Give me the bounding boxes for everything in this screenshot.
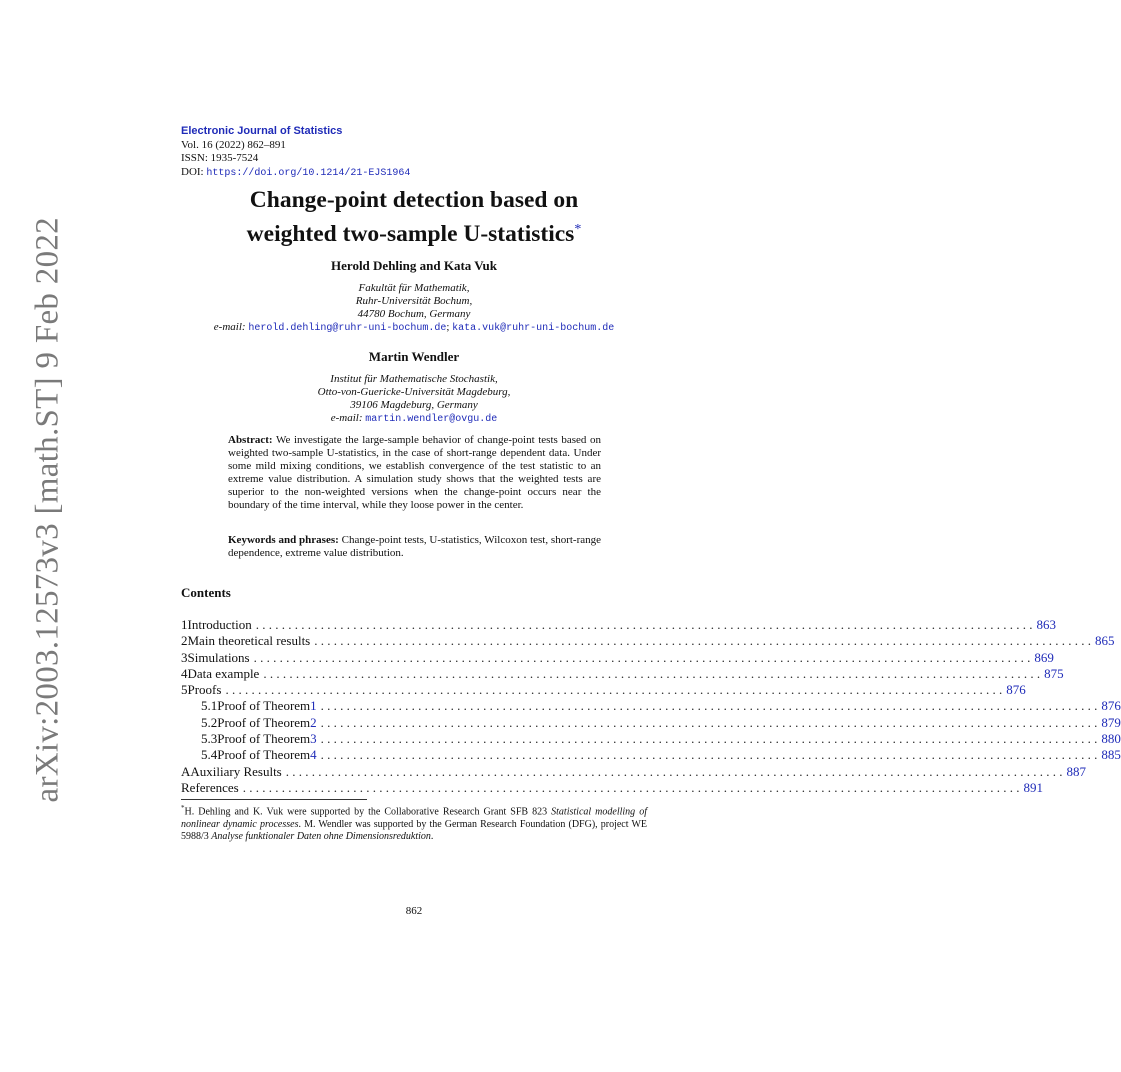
toc-entry-title: Data example xyxy=(187,665,260,681)
toc-entry-title: Simulations xyxy=(187,649,250,665)
toc-entry[interactable] xyxy=(181,633,1115,649)
toc-entry-number: 5 xyxy=(181,682,188,698)
toc-entry[interactable] xyxy=(181,698,1121,714)
toc-entry-title: Introduction xyxy=(187,617,252,632)
keywords-text: Change-point tests, U-statistics, Wilcoxon test, short-range dependence, extreme value distribution. xyxy=(228,534,602,559)
author-names-group-1: Herold Dehling and Kata Vuk xyxy=(331,258,497,273)
affiliation-line: Institut für Mathematische Stochastik, xyxy=(330,373,498,385)
toc-entry-title: Proof of Theorem xyxy=(217,731,311,747)
toc-dot-leader: . . . . . . . . . . . . . . . . . . . . . . . . . . . . . . . . . . . . . . . . . . . . . . . . . . . . . . . . . . . . . . . . . . . . . . . . . . . . . . . . . . . . . . . . . . . . . . . . . . . . . . . . . . . . . . . . . . . . . . . . xyxy=(320,698,1098,714)
paper-title xyxy=(181,186,647,249)
toc-dot-leader: . . . . . . . . . . . . . . . . . . . . . . . . . . . . . . . . . . . . . . . . . . . . . . . . . . . . . . . . . . . . . . . . . . . . . . . . . . . . . . . . . . . . . . . . . . . . . . . . . . . . . . . . . . . . . . . . . . . . . . . . xyxy=(263,665,1041,681)
footnote-project-title: Analyse funktionaler Daten ohne Dimensionsreduktion xyxy=(211,830,431,842)
affiliation-group-1 xyxy=(181,282,647,335)
toc-dot-leader: . . . . . . . . . . . . . . . . . . . . . . . . . . . . . . . . . . . . . . . . . . . . . . . . . . . . . . . . . . . . . . . . . . . . . . . . . . . . . . . . . . . . . . . . . . . . . . . . . . . . . . . . . . . . . . . . . . . . . . . . xyxy=(253,649,1031,665)
title-line-2: weighted two-sample U-statistics xyxy=(246,221,575,247)
toc-page-link[interactable]: 879 xyxy=(1101,714,1121,730)
toc-entry[interactable] xyxy=(181,731,1121,747)
toc-entry[interactable] xyxy=(181,779,1043,796)
toc-page-link[interactable]: 875 xyxy=(1044,665,1064,681)
toc-entry[interactable] xyxy=(181,682,1026,698)
toc-entry[interactable] xyxy=(181,665,1064,682)
footnote xyxy=(181,802,647,843)
toc-entry-number: A xyxy=(181,763,191,779)
toc-dot-leader: . . . . . . . . . . . . . . . . . . . . . . . . . . . . . . . . . . . . . . . . . . . . . . . . . . . . . . . . . . . . . . . . . . . . . . . . . . . . . . . . . . . . . . . . . . . . . . . . . . . . . . . . . . . . . . . . . . . . . . . . xyxy=(255,617,1033,632)
journal-issn: ISSN: 1935-7524 xyxy=(181,152,259,164)
toc-page-link[interactable]: 863 xyxy=(1036,617,1057,632)
toc-entry-number: 2 xyxy=(181,633,188,649)
journal-name-link[interactable]: Electronic Journal of Statistics xyxy=(181,125,343,137)
arxiv-identifier-stamp: arXiv:2003.12573v3 [math.ST] 9 Feb 2022 xyxy=(29,217,66,803)
toc-entry-number: 5.1 xyxy=(201,698,218,714)
toc-dot-leader: . . . . . . . . . . . . . . . . . . . . . . . . . . . . . . . . . . . . . . . . . . . . . . . . . . . . . . . . . . . . . . . . . . . . . . . . . . . . . . . . . . . . . . . . . . . . . . . . . . . . . . . . . . . . . . . . . . . . . . . . xyxy=(320,714,1098,730)
toc-entry[interactable] xyxy=(181,617,1057,633)
affiliation-line: 39106 Magdeburg, Germany xyxy=(350,399,478,411)
toc-entry-title: Proofs xyxy=(187,682,222,698)
toc-dot-leader: . . . . . . . . . . . . . . . . . . . . . . . . . . . . . . . . . . . . . . . . . . . . . . . . . . . . . . . . . . . . . . . . . . . . . . . . . . . . . . . . . . . . . . . . . . . . . . . . . . . . . . . . . . . . . . . . . . . . . . . . xyxy=(285,763,1063,779)
toc-entry[interactable] xyxy=(181,714,1121,731)
toc-entry-number: 5.2 xyxy=(201,714,218,730)
footnote-text: . xyxy=(430,830,434,842)
toc-entry[interactable] xyxy=(181,649,1054,666)
toc-dot-leader: . . . . . . . . . . . . . . . . . . . . . . . . . . . . . . . . . . . . . . . . . . . . . . . . . . . . . . . . . . . . . . . . . . . . . . . . . . . . . . . . . . . . . . . . . . . . . . . . . . . . . . . . . . . . . . . . . . . . . . . . xyxy=(320,731,1098,747)
toc-entry-title: Proof of Theorem xyxy=(217,698,311,714)
abstract xyxy=(228,434,601,511)
toc-entry-number: 5.4 xyxy=(201,747,218,763)
affiliation-line: Fakultät für Mathematik, xyxy=(358,282,470,294)
toc-entry-title: Auxiliary Results xyxy=(190,763,282,779)
footnote-grant-title: Statistical modelling of nonlinear dynamic processes xyxy=(181,806,647,830)
footnote-divider xyxy=(181,799,367,800)
toc-dot-leader: . . . . . . . . . . . . . . . . . . . . . . . . . . . . . . . . . . . . . . . . . . . . . . . . . . . . . . . . . . . . . . . . . . . . . . . . . . . . . . . . . . . . . . . . . . . . . . . . . . . . . . . . . . . . . . . . . . . . . . . . xyxy=(225,682,1003,698)
email-link-wendler[interactable]: martin.wendler@ovgu.de xyxy=(365,414,498,425)
email-label: e-mail: xyxy=(330,412,363,424)
table-of-contents xyxy=(181,617,1121,796)
doi-link[interactable]: https://doi.org/10.1214/21-EJS1964 xyxy=(206,167,411,179)
toc-entry-number: 3 xyxy=(181,649,188,665)
email-line xyxy=(181,412,647,426)
email-link-dehling[interactable]: herold.dehling@ruhr-uni-bochum.de xyxy=(248,323,447,334)
affiliation-line: Ruhr-Universität Bochum, xyxy=(355,295,473,307)
toc-theorem-ref-link[interactable]: 2 xyxy=(310,714,317,730)
toc-entry-number: 4 xyxy=(181,665,188,681)
author-names-group-2: Martin Wendler xyxy=(368,349,460,364)
toc-theorem-ref-link[interactable]: 1 xyxy=(310,698,317,714)
toc-entry[interactable] xyxy=(181,763,1086,780)
keywords-label: Keywords and phrases: xyxy=(228,534,339,546)
contents-heading: Contents xyxy=(181,585,231,600)
toc-page-link[interactable]: 876 xyxy=(1006,682,1026,698)
page-number: 862 xyxy=(405,905,423,917)
toc-entry[interactable] xyxy=(181,747,1121,763)
footnote-mark: * xyxy=(181,804,185,812)
title-line-1: Change-point detection based on xyxy=(249,187,579,213)
affiliation-line: 44780 Bochum, Germany xyxy=(357,308,471,320)
title-footnote-link[interactable]: * xyxy=(574,222,582,237)
affiliation-group-2 xyxy=(181,373,647,426)
journal-volume: Vol. 16 (2022) 862–891 xyxy=(181,138,286,151)
email-label: e-mail: xyxy=(213,321,246,333)
keywords xyxy=(228,534,601,560)
toc-entry-title: Main theoretical results xyxy=(187,633,311,649)
toc-dot-leader: . . . . . . . . . . . . . . . . . . . . . . . . . . . . . . . . . . . . . . . . . . . . . . . . . . . . . . . . . . . . . . . . . . . . . . . . . . . . . . . . . . . . . . . . . . . . . . . . . . . . . . . . . . . . . . . . . . . . . . . . xyxy=(242,779,1020,795)
email-line xyxy=(181,321,647,335)
toc-page-link[interactable]: 869 xyxy=(1034,649,1054,665)
toc-entry-number: 1 xyxy=(181,617,188,632)
affiliation-line: Otto-von-Guericke-Universität Magdeburg, xyxy=(317,386,511,398)
toc-theorem-ref-link[interactable]: 3 xyxy=(310,731,317,747)
email-separator: ; xyxy=(446,321,450,333)
toc-page-link[interactable]: 891 xyxy=(1023,779,1043,795)
toc-entry-title: Proof of Theorem xyxy=(217,714,311,730)
toc-page-link[interactable]: 876 xyxy=(1101,698,1121,714)
abstract-label: Abstract: xyxy=(228,434,273,446)
toc-page-link[interactable]: 880 xyxy=(1101,731,1121,747)
toc-entry-title: Proof of Theorem xyxy=(217,747,311,763)
email-link-vuk[interactable]: kata.vuk@ruhr-uni-bochum.de xyxy=(452,323,615,334)
journal-doi xyxy=(181,166,410,181)
toc-dot-leader: . . . . . . . . . . . . . . . . . . . . . . . . . . . . . . . . . . . . . . . . . . . . . . . . . . . . . . . . . . . . . . . . . . . . . . . . . . . . . . . . . . . . . . . . . . . . . . . . . . . . . . . . . . . . . . . . . . . . . . . . xyxy=(320,747,1098,763)
toc-page-link[interactable]: 885 xyxy=(1101,747,1121,763)
footnote-text: . M. Wendler was supported by the German Research Foundation (DFG), project WE 5988/3 xyxy=(181,818,647,842)
abstract-text: We investigate the large-sample behavior of change-point tests based on weighted two-sample U-statistics, in the case of short-range dependent data. Under some mild mixing conditions, we establish convergence of the test statistic to an extreme value distribution. A simulation study shows that the weighted tests are superior to the non-weighted versions when the change-point occurs near the boundary of the time interval, while they loose power in the center. xyxy=(228,434,601,511)
toc-entry-title: References xyxy=(181,779,239,795)
footnote-text: H. Dehling and K. Vuk were supported by the Collaborative Research Grant SFB 823 xyxy=(184,806,552,818)
toc-page-link[interactable]: 887 xyxy=(1066,763,1086,779)
toc-dot-leader: . . . . . . . . . . . . . . . . . . . . . . . . . . . . . . . . . . . . . . . . . . . . . . . . . . . . . . . . . . . . . . . . . . . . . . . . . . . . . . . . . . . . . . . . . . . . . . . . . . . . . . . . . . . . . . . . . . . . . . . . xyxy=(314,633,1091,649)
toc-page-link[interactable]: 865 xyxy=(1095,633,1115,649)
journal-header xyxy=(181,125,410,180)
doi-label: DOI: xyxy=(181,165,204,178)
toc-theorem-ref-link[interactable]: 4 xyxy=(310,747,317,763)
toc-entry-number: 5.3 xyxy=(201,731,218,747)
